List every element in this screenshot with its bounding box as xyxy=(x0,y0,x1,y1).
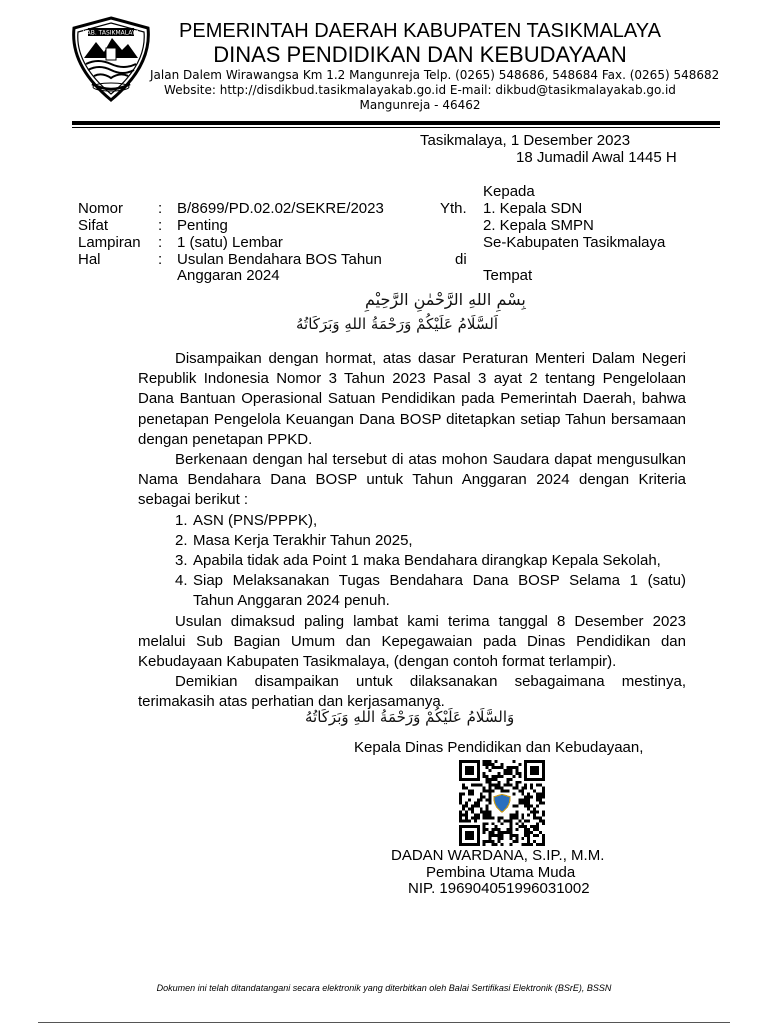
meta-lampiran-value: 1 (satu) Lembar xyxy=(177,234,283,251)
recipient-region: Se-Kabupaten Tasikmalaya xyxy=(483,234,666,251)
meta-sifat-label: Sifat xyxy=(78,217,109,234)
meta-colon: : xyxy=(158,234,163,251)
signature-title: Kepala Dinas Pendidikan dan Kebudayaan, xyxy=(354,739,644,756)
recipient-item-1: 1. Kepala SDN xyxy=(483,200,583,217)
meta-hal-value-cont: Anggaran 2024 xyxy=(177,267,280,284)
criteria-number: 2. xyxy=(175,531,188,549)
logo-text: KAB. TASIKMALAYA xyxy=(82,29,140,37)
letter-date: Tasikmalaya, 1 Desember 2023 xyxy=(420,132,631,149)
meta-colon: : xyxy=(158,200,163,217)
signatory-nip: NIP. 196904051996031002 xyxy=(408,880,590,897)
agency-address: Jalan Dalem Wirawangsa Km 1.2 Mangunreja Telp. (0265) 548686, 548684 Fax. (0265) 548682 xyxy=(150,68,720,82)
meta-hal-value: Usulan Bendahara BOS Tahun xyxy=(177,251,382,268)
recipient-di: di xyxy=(455,251,467,268)
criteria-item xyxy=(175,531,686,551)
bottom-rule xyxy=(38,1022,730,1023)
meta-nomor-label: Nomor xyxy=(78,200,124,217)
recipient-tempat: Tempat xyxy=(483,267,533,284)
criteria-number: 3. xyxy=(175,552,188,570)
criteria-text: Apabila tidak ada Point 1 maka Bendahara dirangkap Kepala Sekolah, xyxy=(193,552,661,570)
body-paragraph-3: Usulan dimaksud paling lambat kami terima tanggal 8 Desember 2023 melalui Sub Bagian Umum dan Kepegawaian pada Dinas Pendidikan dan Kebudayaan Kabupaten Tasikmalaya, (dengan contoh format terlampir). xyxy=(138,612,686,671)
qr-code-signature[interactable] xyxy=(459,760,545,846)
basmalah-calligraphy: بِسْمِ اللهِ الرَّحْمٰنِ الرَّحِيْمِ xyxy=(365,290,526,309)
government-name: PEMERINTAH DAERAH KABUPATEN TASIKMALAYA xyxy=(179,20,661,42)
meta-sifat-value: Penting xyxy=(177,217,228,234)
criteria-text: ASN (PNS/PPPK), xyxy=(193,511,318,529)
body-paragraph-1: Disampaikan dengan hormat, atas dasar Peraturan Menteri Dalam Negeri Republik Indonesia Nomor 3 Tahun 2023 Pasal 3 ayat 2 tentang Pengelolaan Dana Bantuan Operasional Satuan Pendidikan pada Pemerintah Daerah, bahwa penetapan Pengelola Keuangan Dana BOSP ditetapkan setiap Tahun bersamaan dengan penetapan PPKD. xyxy=(138,350,686,448)
criteria-list xyxy=(138,511,686,612)
criteria-text: Siap Melaksanakan Tugas Bendahara Dana BOSP Selama 1 (satu) Tahun Anggaran 2024 penuh. xyxy=(193,572,686,610)
agency-website: Website: http://disdikbud.tasikmalayakab.go.id E-mail: dikbud@tasikmalayakab.go.id xyxy=(164,83,676,97)
agency-postal: Mangunreja - 46462 xyxy=(359,98,481,112)
criteria-number: 1. xyxy=(175,511,188,529)
recipient-yth: Yth. xyxy=(440,200,467,217)
meta-lampiran-label: Lampiran xyxy=(78,234,141,251)
signatory-rank: Pembina Utama Muda xyxy=(426,864,576,881)
criteria-item xyxy=(175,571,686,611)
recipient-kepada: Kepada xyxy=(483,183,535,200)
salam-opening-calligraphy: اَلسَّلَامُ عَلَيْكُمْ وَرَحْمَةُ اللهِ وَبَرَكَاتُهُ xyxy=(296,315,498,333)
criteria-item xyxy=(175,551,686,571)
meta-colon: : xyxy=(158,251,163,268)
meta-colon: : xyxy=(158,217,163,234)
criteria-number: 4. xyxy=(175,572,188,590)
criteria-text: Masa Kerja Terakhir Tahun 2025, xyxy=(193,531,413,549)
agency-name: DINAS PENDIDIKAN DAN KEBUDAYAAN xyxy=(213,42,627,67)
regency-logo xyxy=(66,14,156,104)
signatory-name: DADAN WARDANA, S.IP., M.M. xyxy=(391,847,605,864)
meta-nomor-value: B/8699/PD.02.02/SEKRE/2023 xyxy=(177,200,384,217)
recipient-item-2: 2. Kepala SMPN xyxy=(483,217,594,234)
letter-date-hijri: 18 Jumadil Awal 1445 H xyxy=(516,149,677,166)
letterhead-rule-thick xyxy=(72,121,720,125)
body-paragraph-4: Demikian disampaikan untuk dilaksanakan sebagaimana mestinya, terimakasih atas perhatian dan kerjasamanya. xyxy=(138,673,686,711)
meta-hal-label: Hal xyxy=(78,251,101,268)
letter-body xyxy=(138,349,686,713)
body-paragraph-2: Berkenaan dengan hal tersebut di atas mohon Saudara dapat mengusulkan Nama Bendahara Dana BOSP untuk Tahun Anggaran 2024 dengan Kriteria sebagai berikut : xyxy=(138,451,686,509)
letterhead-rule-thin xyxy=(72,127,720,128)
e-signature-footer-note: Dokumen ini telah ditandatangani secara elektronik yang diterbitkan oleh Balai Sertifikasi Elektronik (BSrE), BSSN xyxy=(156,983,612,993)
salam-closing-calligraphy: وَالسَّلَامُ عَلَيْكُمْ وَرَحْمَةُ اللهِ وَبَرَكَاتُهُ xyxy=(305,708,515,726)
criteria-item xyxy=(175,511,686,531)
